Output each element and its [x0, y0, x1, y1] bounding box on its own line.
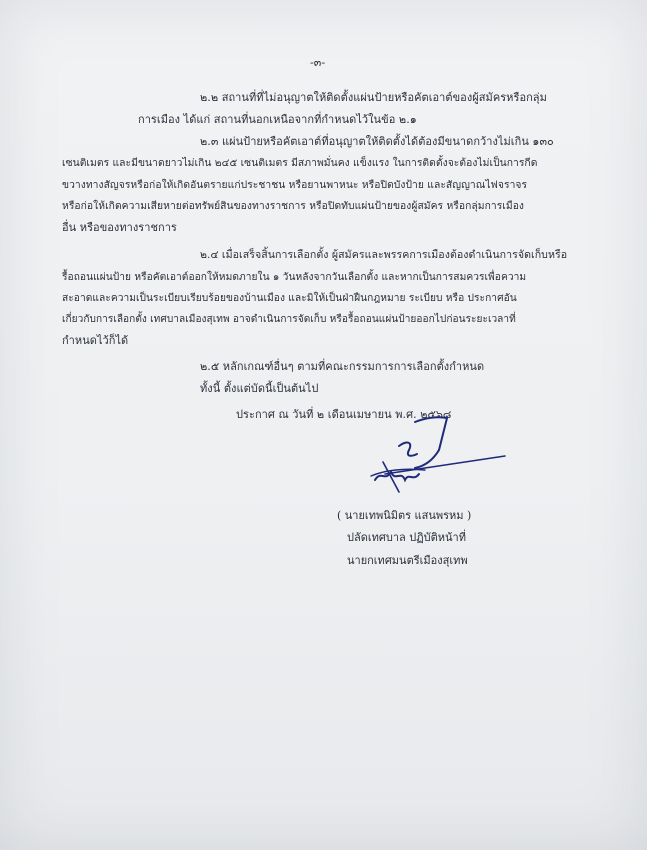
- paragraph-2-4-line-1: ๒.๔ เมื่อเสร็จสิ้นการเลือกตั้ง ผู้สมัครและพรรคการเมืองต้องดำเนินการจัดเก็บหรือ: [200, 249, 568, 261]
- signatory-title: นายกเทศมนตรีเมืองสุเทพ: [347, 554, 468, 567]
- closing-statement: ทั้งนี้ ตั้งแต่บัดนี้เป็นต้นไป: [200, 382, 319, 395]
- paragraph-2-4-line-4: เกี่ยวกับการเลือกตั้ง เทศบาลเมืองสุเทพ อาจดำเนินการจัดเก็บ หรือรื้อถอนแผ่นป้ายออกไปก่อนระยะเวลาที่: [62, 314, 516, 325]
- paragraph-2-3-line-4: หรือก่อให้เกิดความเสียหายต่อทรัพย์สินของทางราชการ หรือปิดทับแผ่นป้ายของผู้สมัคร หรือกลุ่มการเมือง: [62, 200, 525, 212]
- paragraph-2-4-line-5: กำหนดไว้ก็ได้: [62, 334, 129, 347]
- paragraph-2-4-line-3: สะอาดและความเป็นระเบียบเรียบร้อยของบ้านเมือง และมิให้เป็นฝ่าฝืนกฎหมาย ระเบียบ หรือ ประกาศอัน: [62, 293, 517, 304]
- paragraph-2-3-line-5: อื่น หรือของทางราชการ: [62, 221, 177, 234]
- announcement-date: ประกาศ ณ วันที่ ๒ เดือนเมษายน พ.ศ. ๒๕๖๘: [236, 408, 452, 421]
- paragraph-2-2-line-2: การเมือง ได้แก่ สถานที่นอกเหนือจากที่กำหนดไว้ในข้อ ๒.๑: [138, 113, 417, 126]
- paragraph-2-2-line-1: ๒.๒ สถานที่ที่ไม่อนุญาตให้ติดตั้งแผ่นป้ายหรือคัตเอาต์ของผู้สมัครหรือกลุ่ม: [200, 91, 547, 104]
- handwritten-signature: [355, 410, 515, 500]
- page-number: -๓-: [310, 56, 326, 69]
- paragraph-2-3-line-2: เซนติเมตร และมีขนาดยาวไม่เกิน ๒๔๕ เซนติเมตร มีสภาพมั่นคง แข็งแรง ในการติดตั้งจะต้องไม่เป็นการกีด: [62, 157, 538, 169]
- paragraph-2-5-line-1: ๒.๕ หลักเกณฑ์อื่นๆ ตามที่คณะกรรมการการเลือกตั้งกำหนด: [200, 360, 485, 373]
- paragraph-2-3-line-3: ขวางทางสัญจรหรือก่อให้เกิดอันตรายแก่ประชาชน หรือยานพาหนะ หรือปิดบังป้าย และสัญญาณไฟจราจร: [62, 179, 528, 191]
- paragraph-2-3-line-1: ๒.๓ แผ่นป้ายหรือคัตเอาต์ที่อนุญาตให้ติดตั้งได้ต้องมีขนาดกว้างไม่เกิน ๑๓๐: [200, 135, 554, 148]
- paragraph-2-4-line-2: รื้อถอนแผ่นป้าย หรือคัตเอาต์ออกให้หมดภายใน ๑ วันหลังจากวันเลือกตั้ง และหากเป็นการสมควรเพื่อความ: [62, 272, 527, 283]
- signatory-position: ปลัดเทศบาล ปฏิบัติหน้าที่: [347, 531, 466, 544]
- signatory-name: ( นายเทพนิมิตร แสนพรหม ): [337, 509, 472, 522]
